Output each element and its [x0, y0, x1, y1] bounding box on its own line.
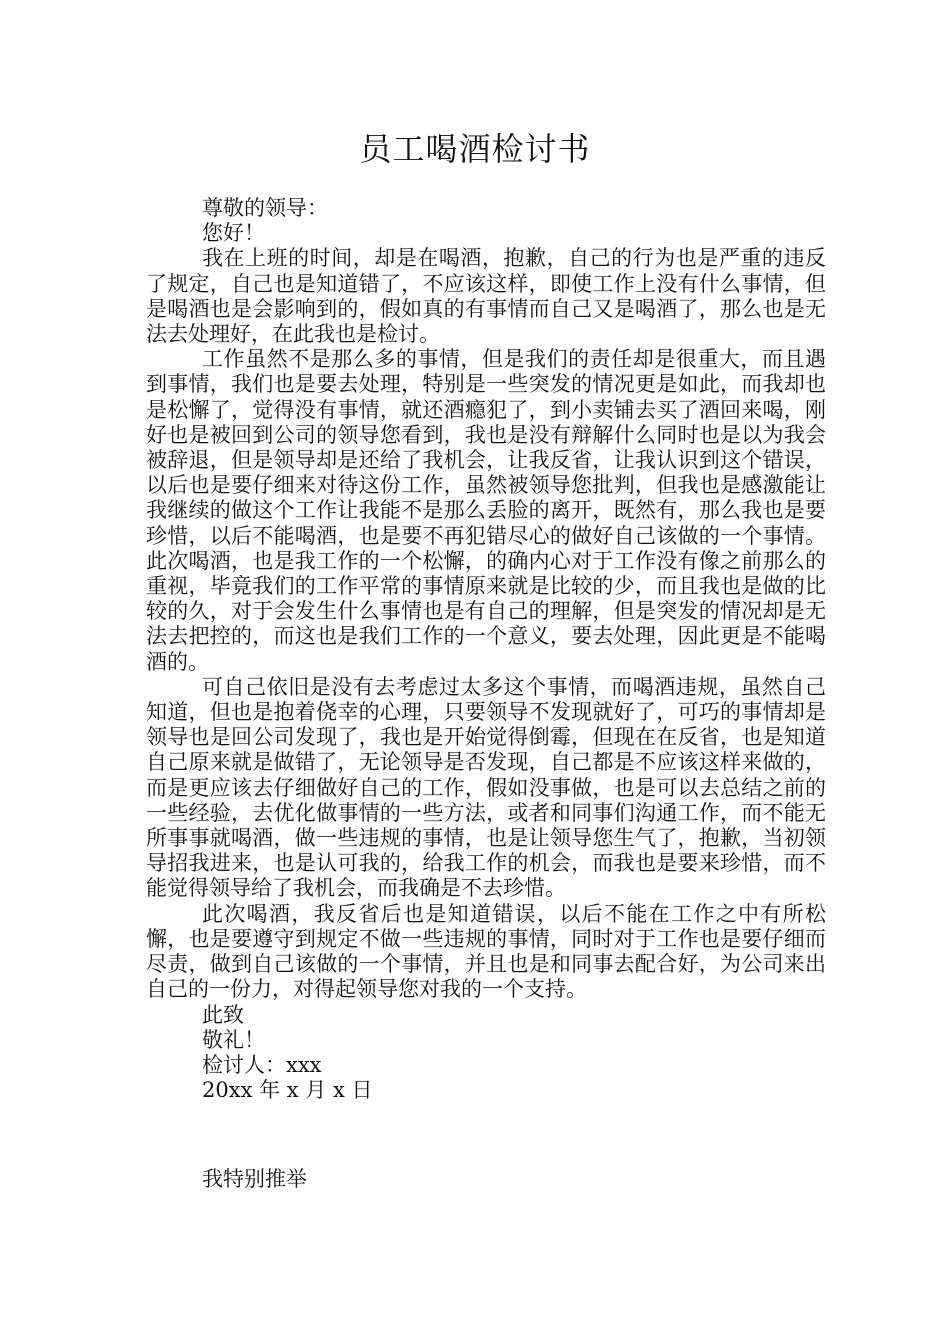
signer: 检讨人：xxx — [202, 1052, 322, 1077]
blank-space — [146, 1103, 826, 1167]
closing-line-1: 此致 — [202, 1002, 244, 1027]
date: 20xx 年 x 月 x 日 — [202, 1078, 373, 1103]
greeting: 您好！ — [202, 221, 265, 246]
document-title: 员工喝酒检讨书 — [359, 130, 591, 168]
closing-line-2: 敬礼！ — [202, 1027, 265, 1052]
paragraph-4: 此次喝酒，我反省后也是知道错误，以后不能在工作之中有所松懈，也是要遵守到规定不做一些违规的事情，同时对于工作也是要仔细而尽责，做到自己该做的一个事情，并且也是和同事去配合好，为公司来出自己的一份力，对得起领导您对我的一个支持。 — [146, 901, 826, 1002]
paragraph-2: 工作虽然不是那么多的事情，但是我们的责任却是很重大，而且遇到事情，我们也是要去处理，特别是一些突发的情况更是如此，而我却也是松懈了，觉得没有事情，就还酒瘾犯了，到小卖铺去买了酒回来喝，刚好也是被回到公司的领导您看到，我也是没有辩解什么同时也是以为我会被辞退，但是领导却是还给了我机会，让我反省，让我认识到这个错误，以后也是要仔细来对待这份工作，虽然被领导您批判，但我也是感激能让我继续的做这个工作让我能不是那么丢脸的离开，既然有，那么我也是要珍惜，以后不能喝酒，也是要不再犯错尽心的做好自己该做的一个事情。此次喝酒，也是我工作的一个松懈，的确内心对于工作没有像之前那么的重视，毕竟我们的工作平常的事情原来就是比较的少，而且我也是做的比较的久，对于会发生什么事情也是有自己的理解，但是突发的情况却是无法去把控的，而这也是我们工作的一个意义，要去处理，因此更是不能喝酒的。 — [146, 347, 826, 674]
footer-note: 我特别推举 — [202, 1167, 307, 1192]
paragraph-1: 我在上班的时间，却是在喝酒，抱歉，自己的行为也是严重的违反了规定，自己也是知道错了，不应该这样，即使工作上没有什么事情，但是喝酒也是会影响到的，假如真的有事情而自己又是喝酒了，那么也是无法去处理好，在此我也是检讨。 — [146, 246, 826, 347]
salutation: 尊敬的领导： — [202, 196, 328, 220]
paragraph-3: 可自己依旧是没有去考虑过太多这个事情，而喝酒违规，虽然自己知道，但也是抱着侥幸的心理，只要领导不发现就好了，可巧的事情却是领导也是回公司发现了，我也是开始觉得倒霉，但现在在反省，也是知道自己原来就是做错了，无论领导是否发现，自己都是不应该这样来做的，而是更应该去仔细做好自己的工作，假如没事做，也是可以去总结之前的一些经验，去优化做事情的一些方法，或者和同事们沟通工作，而不能无所事事就喝酒，做一些违规的事情，也是让领导您生气了，抱歉，当初领导招我进来，也是认可我的，给我工作的机会，而我也是要来珍惜，而不能觉得领导给了我机会，而我确是不去珍惜。 — [146, 674, 826, 901]
document-body — [146, 196, 826, 1193]
